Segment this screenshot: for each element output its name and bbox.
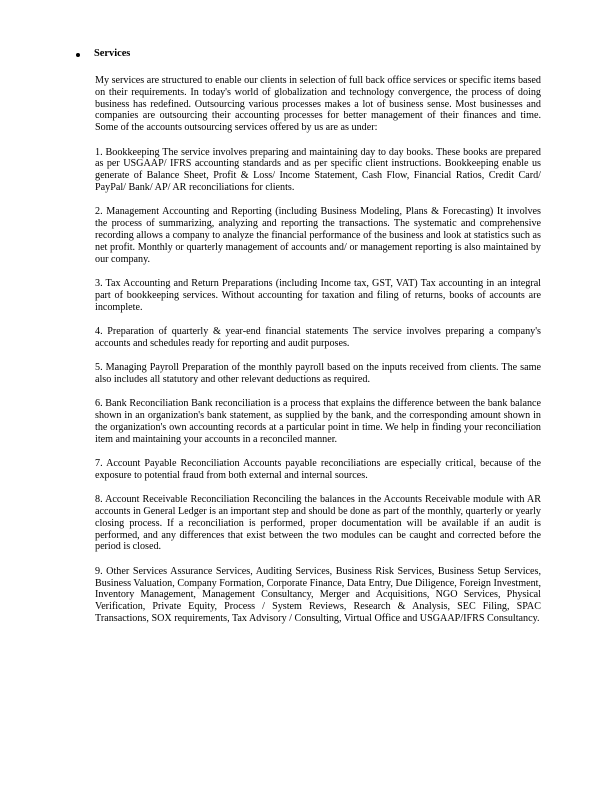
- service-management-accounting: 2. Management Accounting and Reporting (including Business Modeling, Plans & Forecasting) It involves the process of summarizing, analyzing and reporting the transactions. The systematic and comprehensive recording allows a company to analyze the financial performance of the business and look at statistics such as net profit. Monthly or quarterly management of accounts and/ or management reporting is also maintained by our company.: [95, 206, 541, 265]
- service-accounts-receivable: 8. Account Receivable Reconciliation Reconciling the balances in the Accounts Receivable module with AR accounts in General Ledger is an important step and should be done as part of the monthly, quarterly or yearly closing process. If a reconciliation is performed, proper documentation will be available if an audit is performed, and any differences that exist between the two modules can be caught and corrected before the period is closed.: [95, 494, 541, 553]
- section-heading-row: [76, 48, 130, 60]
- service-tax-accounting: 3. Tax Accounting and Return Preparations (including Income tax, GST, VAT) Tax accounting in an integral part of bookkeeping services. Without accounting for taxation and filing of returns, books of accounts are incomplete.: [95, 277, 541, 313]
- service-financial-statements: 4. Preparation of quarterly & year-end financial statements The service involves preparing a company's accounts and schedules ready for reporting and audit purposes.: [95, 325, 541, 349]
- service-bank-reconciliation: 6. Bank Reconciliation Bank reconciliation is a process that explains the difference between the bank balance shown in an organization's bank statement, as supplied by the bank, and the corresponding amount shown in the organization's own accounting records at a particular point in time. We help in finding your reconciliation item and maintaining your accounts in a reconciled manner.: [95, 398, 541, 445]
- service-payroll: 5. Managing Payroll Preparation of the monthly payroll based on the inputs received from clients. The same also includes all statutory and other relevant deductions as required.: [95, 362, 541, 385]
- bullet-icon: [76, 53, 80, 57]
- intro-paragraph: My services are structured to enable our clients in selection of full back office services or specific items based on their requirements. In today's world of globalization and technology convergence, the process of doing business has redefined. Outsourcing various processes makes a lot of business sense. Most businesses and companies are outsourcing their accounting processes for better management of their finances and time. Some of the accounts outsourcing services offered by us are as under:: [95, 75, 541, 134]
- service-bookkeeping: 1. Bookkeeping The service involves preparing and maintaining day to day books. These books are prepared as per USGAAP/ IFRS accounting standards and as per specific client instructions. Bookkeeping enable us generate of Balance Sheet, Profit & Loss/ Income Statement, Cash Flow, Financial Ratios, Credit Card/ PayPal/ Bank/ AP/ AR reconciliations for clients.: [95, 146, 541, 193]
- section-body: [95, 75, 541, 637]
- service-accounts-payable: 7. Account Payable Reconciliation Accounts payable reconciliations are especially critical, because of the exposure to potential fraud from both external and internal sources.: [95, 458, 541, 481]
- section-heading: Services: [94, 48, 131, 59]
- service-other: 9. Other Services Assurance Services, Auditing Services, Business Risk Services, Business Setup Services, Business Valuation, Company Formation, Corporate Finance, Data Entry, Due Diligence, Foreign Investment, Inventory Management, Management Consultancy, Merger and Acquisitions, NGO Services, Physical Verification, Private Equity, Process / System Reviews, Research & Analysis, SEC Filing, SPAC Transactions, SOX requirements, Tax Advisory / Consulting, Virtual Office and USGAAP/IFRS Consultancy.: [95, 565, 541, 625]
